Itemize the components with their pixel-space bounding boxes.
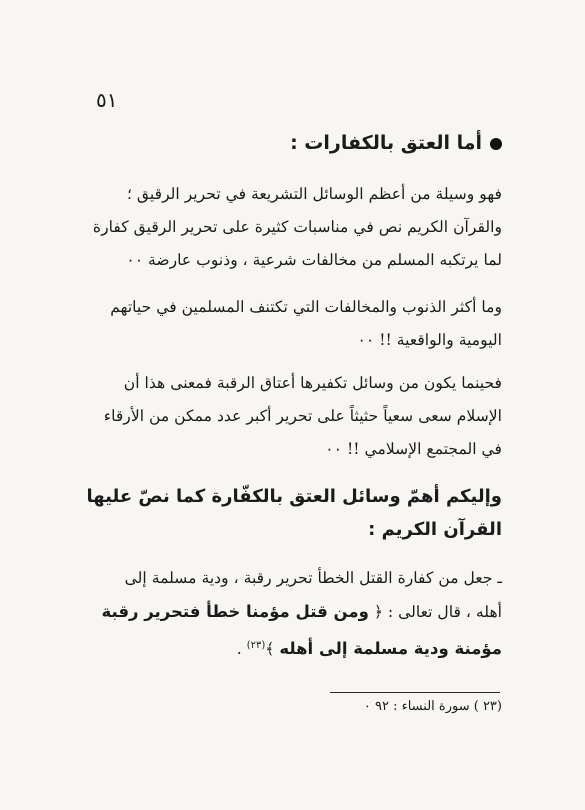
paragraph-line: فهو وسيلة من أعظم الوسائل التشريعة في تحرير الرقيق ؛: [126, 185, 502, 203]
sub-heading-line: القرآن الكريم :: [368, 519, 502, 540]
paragraph-line: ـ جعل من كفارة القتل الخطأ تحرير رقبة ، ودية مسلمة إلى: [124, 569, 502, 587]
paragraph-line: في المجتمع الإسلامي !! ٠٠: [325, 440, 502, 458]
sub-heading: [82, 480, 502, 546]
paragraph-line-with-verse: [82, 595, 502, 629]
verse-close-bracket: ﴾: [265, 640, 275, 659]
paragraph-2: [82, 291, 502, 357]
quran-verse-part2: مؤمنة ودية مسلمة إلى أهله: [279, 639, 502, 659]
page-number: ٥١: [96, 88, 118, 112]
paragraph-1: [82, 178, 502, 277]
footnote-reference: (٢٣): [246, 640, 266, 651]
footnote-divider: [330, 692, 500, 693]
paragraph-line: وما أكثر الذنوب والمخالفات التي تكتنف المسلمين في حياتهم: [110, 298, 502, 316]
paragraph-4: [82, 562, 502, 666]
quran-verse-part1: ومن قتل مؤمنا خطأ فتحرير رقبة: [101, 602, 369, 621]
paragraph-line: لما يرتكبه المسلم من مخالفات شرعية ، وذنوب عارضة ٠٠: [126, 251, 502, 269]
paragraph-line-with-verse: [82, 629, 502, 666]
verse-intro: أهله ، قال تعالى : ﴿: [373, 603, 502, 621]
bullet-icon: [490, 138, 502, 150]
sentence-end: .: [236, 640, 242, 659]
paragraph-line: الإسلام سعى سعياً حثيثاً على تحرير أكبر عدد ممكن من الأرقاء: [103, 407, 502, 425]
section-heading: [290, 128, 502, 158]
footnote: (٢٣ ) سورة النساء : ٩٢ ٠: [363, 699, 502, 714]
paragraph-3: [82, 367, 502, 466]
paragraph-line: اليومية والواقعية !! ٠٠: [357, 331, 502, 349]
paragraph-line: فحينما يكون من وسائل تكفيرها أعتاق الرقبة فمعنى هذا أن: [123, 374, 502, 392]
sub-heading-line: وإليكم أهمّ وسائل العتق بالكفّارة كما نصّ عليها: [86, 486, 502, 507]
paragraph-line: والقرآن الكريم نص في مناسبات كثيرة على تحرير الرقيق كفارة: [92, 218, 502, 236]
section-heading-text: أما العتق بالكفارات :: [290, 132, 482, 154]
